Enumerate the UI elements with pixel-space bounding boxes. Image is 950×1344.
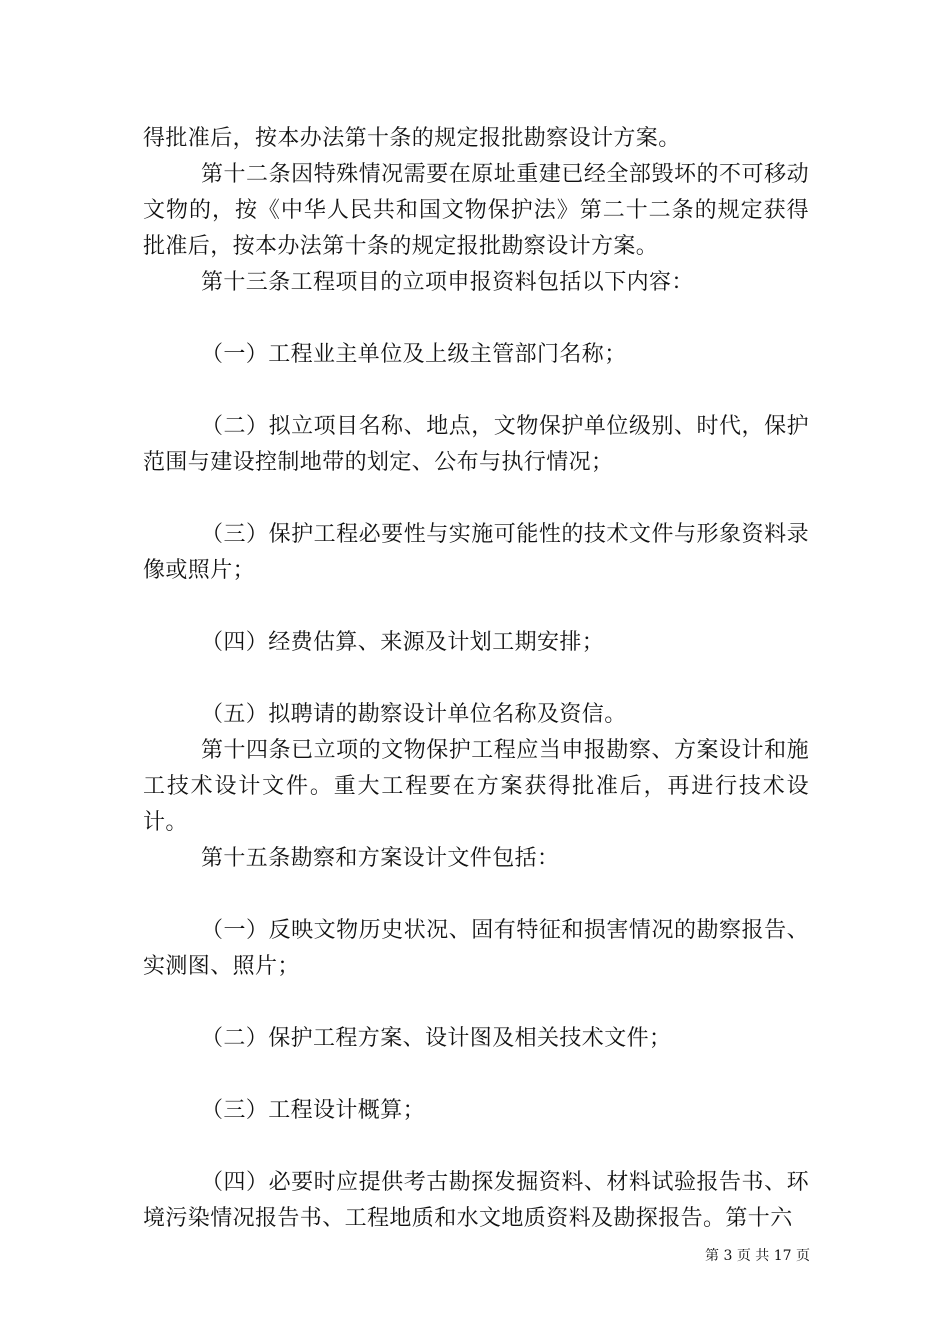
- paragraph-article-15: 第十五条勘察和方案设计文件包括：: [201, 846, 560, 871]
- list-item-15-2: （二）保护工程方案、设计图及相关技术文件；: [201, 1026, 672, 1051]
- paragraph-continuation: 得批准后，按本办法第十条的规定报批勘察设计方案。: [143, 126, 681, 151]
- list-item-15-4: （四）必要时应提供考古勘探发掘资料、材料试验报告书、环境污染情况报告书、工程地质和水文地质资料及勘探报告。第十六: [143, 1170, 809, 1231]
- list-item-13-2: （二）拟立项目名称、地点，文物保护单位级别、时代，保护范围与建设控制地带的划定、公布与执行情况；: [143, 414, 809, 475]
- list-item-15-3: （三）工程设计概算；: [201, 1098, 426, 1123]
- page-number: 第 3 页 共 17 页: [705, 1248, 810, 1264]
- list-item-13-4: （四）经费估算、来源及计划工期安排；: [201, 630, 605, 655]
- list-item-13-1: （一）工程业主单位及上级主管部门名称；: [201, 342, 627, 367]
- list-item-15-1: （一）反映文物历史状况、固有特征和损害情况的勘察报告、实测图、照片；: [143, 918, 809, 979]
- paragraph-article-14: 第十四条已立项的文物保护工程应当申报勘察、方案设计和施工技术设计文件。重大工程要在方案获得批准后，再进行技术设计。: [143, 738, 809, 835]
- list-item-13-5: （五）拟聘请的勘察设计单位名称及资信。: [201, 702, 627, 727]
- paragraph-article-12: 第十二条因特殊情况需要在原址重建已经全部毁坏的不可移动文物的，按《中华人民共和国文物保护法》第二十二条的规定获得批准后，按本办法第十条的规定报批勘察设计方案。: [143, 162, 809, 259]
- list-item-13-3: （三）保护工程必要性与实施可能性的技术文件与形象资料录像或照片；: [143, 522, 809, 583]
- document-body: [143, 121, 809, 1237]
- paragraph-article-13: 第十三条工程项目的立项申报资料包括以下内容：: [201, 270, 694, 295]
